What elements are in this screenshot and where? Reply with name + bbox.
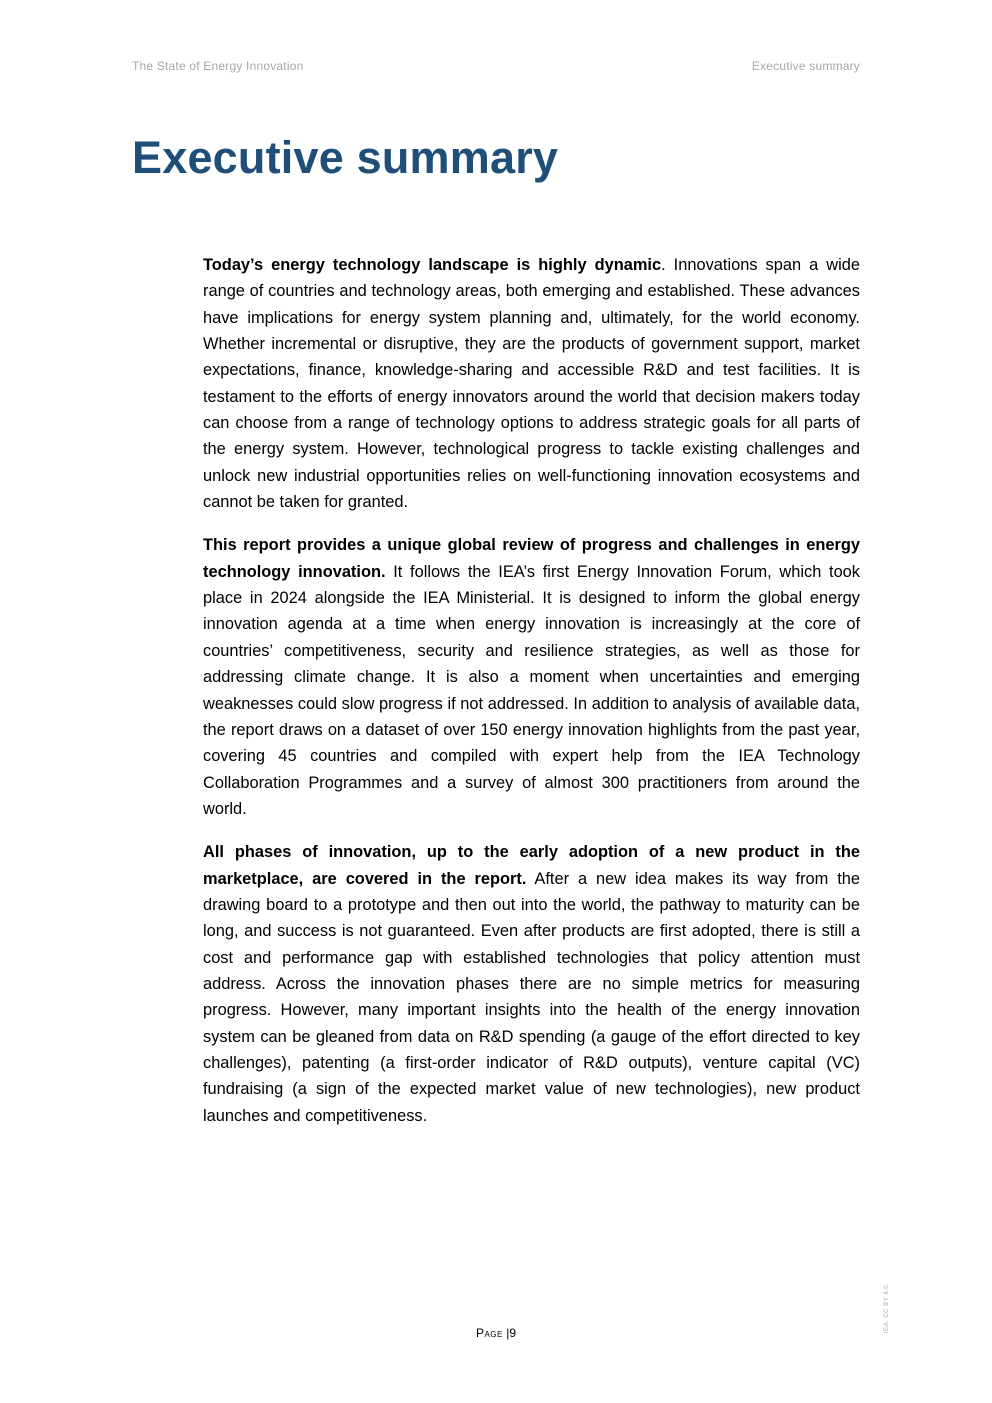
paragraph-report-scope xyxy=(203,532,860,822)
paragraph-body: It follows the IEA’s first Energy Innovation Forum, which took place in 2024 alongside the IEA Ministerial. It is designed to inform the global energy innovation agenda at a time when energy innovation is increasingly at the core of countries’ competitiveness, security and resilience strategies, as well as those for addressing climate change. It is also a moment when uncertainties and emerging weaknesses could slow progress if not addressed. In addition to analysis of available data, the report draws on a dataset of over 150 energy innovation highlights from the past year, covering 45 countries and compiled with expert help from the IEA Technology Collaboration Programmes and a survey of almost 300 practitioners from around the world. xyxy=(203,562,860,818)
page-footer xyxy=(0,1326,992,1340)
page-separator: | xyxy=(506,1326,510,1340)
body-text xyxy=(203,252,860,1146)
license-mark: IEA. CC BY 4.0. xyxy=(884,1282,890,1334)
paragraph-body: After a new idea makes its way from the drawing board to a prototype and then out into the world, the pathway to maturity can be long, and success is not guaranteed. Even after products are first adopted, there is still a cost and performance gap with established technologies that policy attention must address. Across the innovation phases there are no simple metrics for measuring progress. However, many important insights into the health of the energy innovation system can be gleaned from data on R&D spending (a gauge of the effort directed to key challenges), patenting (a first-order indicator of R&D outputs), venture capital (VC) fundraising (a sign of the expected market value of new technologies), new product launches and competitiveness. xyxy=(203,869,861,1125)
paragraph-lead: Today’s energy technology landscape is highly dynamic xyxy=(203,256,662,274)
document-title-header: The State of Energy Innovation xyxy=(132,59,304,73)
page-label: Page xyxy=(475,1326,503,1340)
paragraph-lead: This report provides a unique global review of progress and challenges in energy technology innovation. xyxy=(203,536,860,581)
running-header xyxy=(132,59,860,75)
section-title-header: Executive summary xyxy=(751,59,860,73)
page-number: 9 xyxy=(509,1326,517,1340)
paragraph-lead: All phases of innovation, up to the early adoption of a new product in the marketplace, are covered in the report. xyxy=(203,843,860,888)
paragraph-body: . Innovations span a wide range of countries and technology areas, both emerging and established. These advances have implications for energy system planning and, ultimately, for the world economy. Whether incremental or disruptive, they are the products of government support, market expectations, finance, knowledge-sharing and accessible R&D and test facilities. It is testament to the efforts of energy innovators around the world that decision makers today can choose from a range of technology options to address strategic goals for all parts of the energy system. However, technological progress to tackle existing challenges and unlock new industrial opportunities relies on well-functioning innovation ecosystems and cannot be taken for granted. xyxy=(203,256,860,512)
paragraph-landscape xyxy=(203,252,860,515)
page-title: Executive summary xyxy=(132,132,559,183)
paragraph-innovation-phases xyxy=(203,839,860,1129)
